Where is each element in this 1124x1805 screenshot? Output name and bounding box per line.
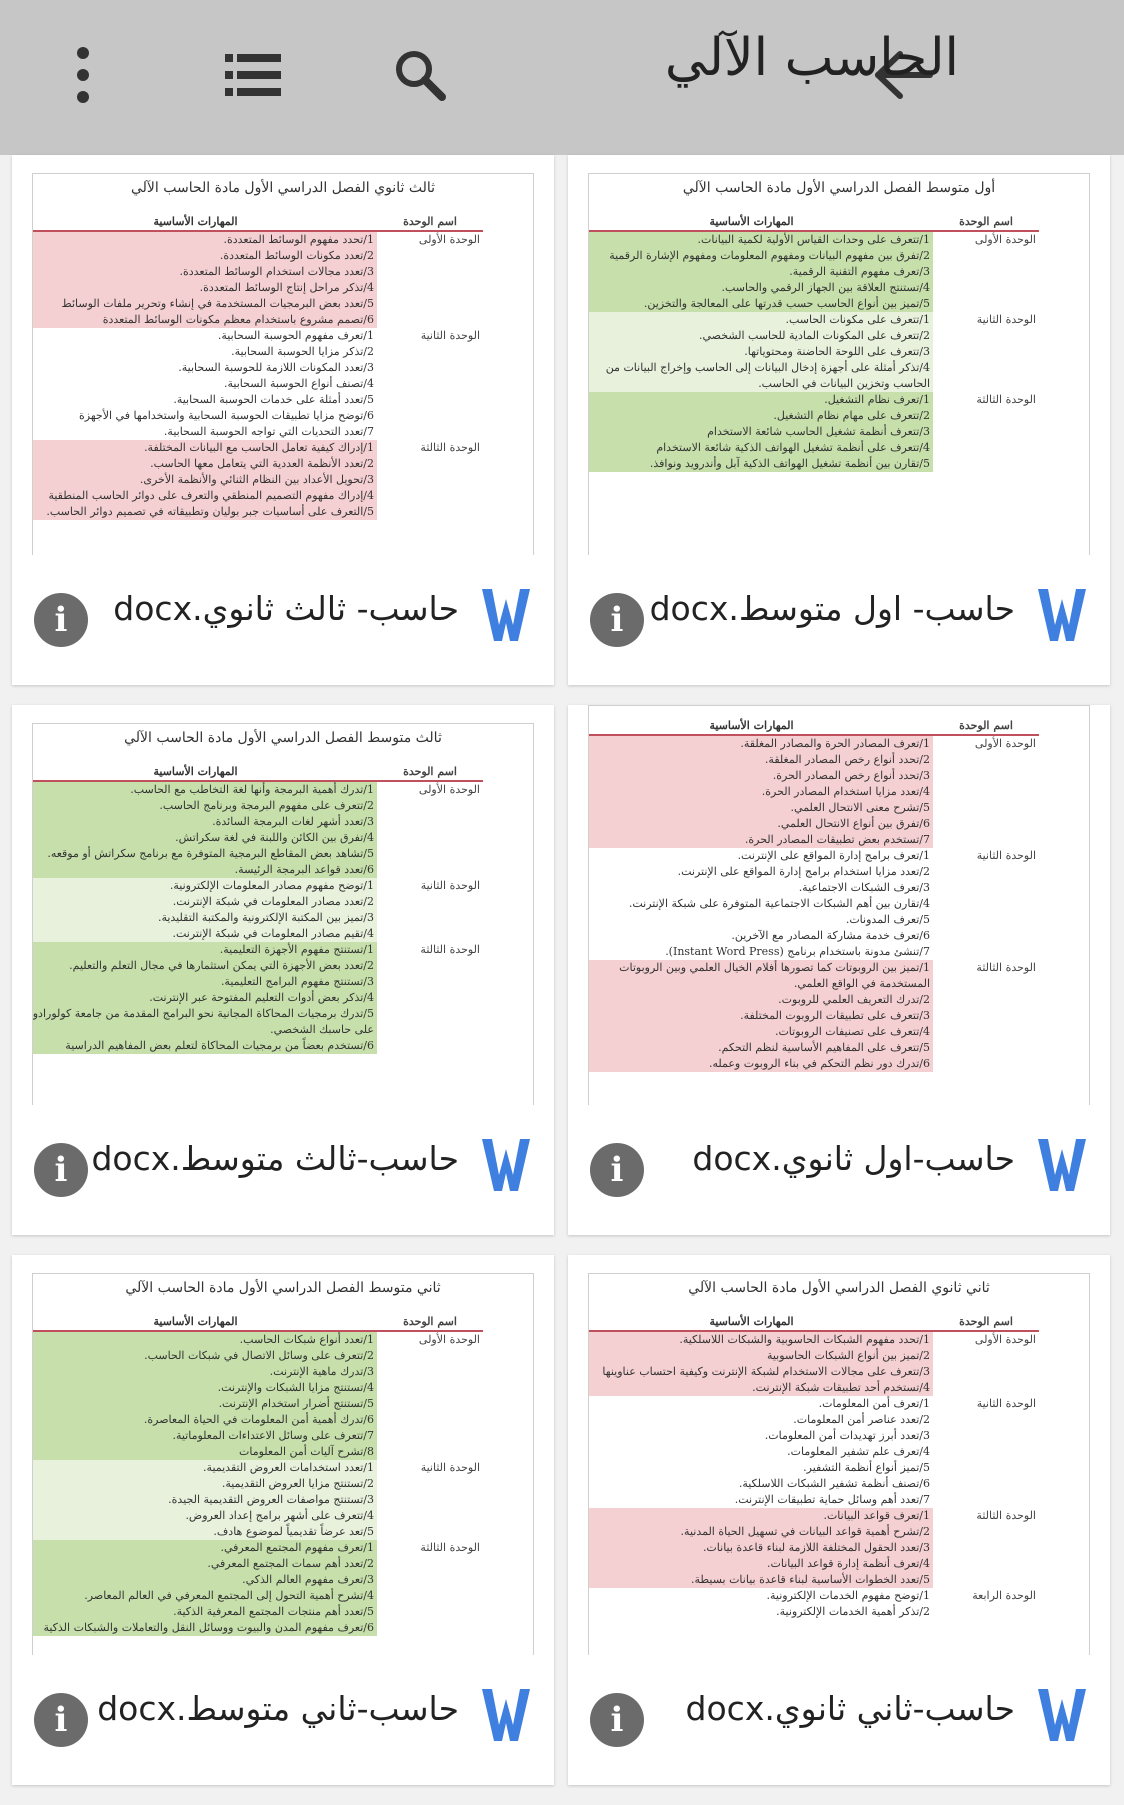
skill-line: 5/التعرف على أساسيات جبر بوليان وتطبيقاته في تصميم دوائر الحاسب. — [46, 505, 374, 518]
document-thumbnail[interactable] — [568, 705, 1110, 1105]
file-caption — [568, 1655, 1110, 1785]
file-name[interactable]: حاسب-ثاني متوسط.docx — [97, 1689, 459, 1728]
skill-line: 6/تعرف خدمة مشاركة المصادر مع الآخرين. — [731, 929, 930, 942]
document-title: أول متوسط الفصل الدراسي الأول مادة الحاسب الآلي — [682, 180, 996, 196]
table-row — [588, 1588, 1039, 1620]
unit-name: الوحدة الثالثة — [976, 393, 1036, 406]
skill-line: 1/تعرف المصادر الحرة والمصادر المغلقة. — [740, 737, 930, 750]
skills-table — [588, 718, 1039, 1072]
skills-table — [32, 214, 483, 520]
file-card[interactable] — [12, 155, 554, 685]
skill-line: 4/تستخدم أحد تطبيقات شبكة الإنترنت. — [752, 1381, 930, 1394]
table-row — [32, 1331, 483, 1460]
word-doc-icon — [480, 1687, 532, 1743]
skills-cell — [32, 1331, 377, 1460]
file-card[interactable] — [12, 1255, 554, 1785]
list-view-button[interactable] — [218, 40, 288, 110]
skill-line: 2/تشرح أهمية قواعد البيانات في تسهيل الحياة المدنية. — [680, 1525, 930, 1538]
skill-line: 5/تعدد أهم منتجات المجتمع المعرفية الذكية. — [173, 1605, 374, 1618]
skill-line: 5/تميز بين أنواع الحاسب حسب قدرتها على المعالجة والتخزين. — [643, 297, 930, 310]
table-row — [588, 960, 1039, 1072]
skill-line: 4/تقارن بين أهم الشبكات الاجتماعية المتوفرة على شبكة الإنترنت. — [628, 897, 930, 910]
word-doc-icon — [1036, 587, 1088, 643]
document-page — [32, 1273, 534, 1655]
skill-line: 4/تتعرف على تصنيفات الروبوتات. — [774, 1025, 930, 1038]
info-icon[interactable]: i — [34, 593, 88, 647]
skill-line: 2/تذكر أهمية الخدمات الإلكترونية. — [776, 1605, 930, 1618]
info-icon[interactable]: i — [590, 593, 644, 647]
skill-line: 3/تستنتج مفهوم البرامج التعليمية. — [220, 975, 374, 988]
skill-line: 4/تذكر مراحل إنتاج الوسائط المتعددة. — [199, 281, 374, 294]
unit-name: الوحدة الثالثة — [976, 961, 1036, 974]
column-header-unit: اسم الوحدة — [377, 214, 483, 231]
table-row — [588, 1396, 1039, 1508]
skills-cell — [588, 231, 933, 312]
skills-table — [588, 1314, 1039, 1620]
document-thumbnail[interactable] — [12, 1255, 554, 1655]
column-header-unit: اسم الوحدة — [933, 1314, 1039, 1331]
skill-line: 1/توضح مفهوم مصادر المعلومات الإلكترونية. — [169, 879, 374, 892]
skills-cell — [588, 1588, 933, 1620]
more-options-button[interactable] — [48, 40, 118, 110]
unit-name: الوحدة الثالثة — [420, 943, 480, 956]
skills-cell — [32, 1540, 377, 1636]
skill-line: 1/تعرف قواعد البيانات. — [823, 1509, 930, 1522]
skill-line: 4/تتعرف على أشهر برامج إعداد العروض. — [185, 1509, 374, 1522]
skill-line: 7/تتعرف على وسائل الاعتداءات المعلوماتية. — [172, 1429, 374, 1442]
skills-cell — [32, 781, 377, 878]
search-icon — [390, 45, 450, 105]
info-icon[interactable]: i — [34, 1693, 88, 1747]
file-caption — [12, 1655, 554, 1785]
skill-line: 3/تعرف الشبكات الاجتماعية. — [798, 881, 930, 894]
skill-line: 7/تنشئ مدونة باستخدام برنامج (Instant Word Press). — [665, 945, 930, 958]
skills-cell — [588, 735, 933, 848]
skill-line: 3/تعرف مفهوم العالم الذكي. — [242, 1573, 374, 1586]
document-title: ثاني متوسط الفصل الدراسي الأول مادة الحاسب الآلي — [125, 1280, 441, 1296]
file-name[interactable]: حاسب- ثالث ثانوي.docx — [113, 589, 459, 628]
table-row — [32, 231, 483, 328]
skill-line: 4/تشرح أهمية التحول إلى المجتمع المعرفي في العالم المعاصر. — [84, 1589, 374, 1602]
skills-cell — [588, 1331, 933, 1396]
skill-line: المستخدمة في الواقع العلمي. — [793, 977, 930, 990]
table-row — [588, 392, 1039, 472]
skill-line: 4/تصنف أنواع الحوسبة السحابية. — [224, 377, 374, 390]
unit-name: الوحدة الأولى — [418, 233, 480, 246]
skill-line: 4/تعدد مزايا استخدام المصادر الحرة. — [761, 785, 930, 798]
column-header-skills: المهارات الأساسية — [32, 764, 377, 781]
skills-table — [588, 214, 1039, 472]
file-card[interactable] — [568, 705, 1110, 1235]
file-caption — [568, 555, 1110, 685]
skills-cell — [32, 942, 377, 1054]
skills-cell — [588, 1396, 933, 1508]
file-caption — [568, 1105, 1110, 1235]
skill-line: 2/تتعرف على مهام نظام التشغيل. — [773, 409, 930, 422]
column-header-unit: اسم الوحدة — [377, 764, 483, 781]
skill-line: 5/تقارن بين أنظمة تشغيل الهواتف الذكية آبل وأندرويد ونوافذ. — [649, 457, 930, 470]
skill-line: 5/تعرف المدونات. — [845, 913, 930, 926]
skill-line: 1/تميز بين الروبوتات كما تصورها أفلام الخيال العلمي وبين الروبوتات — [619, 961, 930, 974]
word-doc-icon — [480, 587, 532, 643]
skills-cell — [588, 1508, 933, 1588]
skill-line: 5/تعدد أمثلة على خدمات الحوسبة السحابية. — [173, 393, 374, 406]
skill-line: 6/تفرق بين أنواع الانتحال العلمي. — [777, 817, 930, 830]
skill-line: 5/تشاهد بعض المقاطع البرمجية المتوفرة مع برنامج سكراتش أو موقعه. — [47, 847, 374, 860]
skill-line: 5/تعد عرضاً تقديمياً لموضوع هادف. — [213, 1525, 374, 1538]
file-name[interactable]: حاسب-ثاني ثانوي.docx — [685, 1689, 1015, 1728]
skill-line: 2/تعدد مزايا استخدام برامج إدارة المواقع على الإنترنت. — [677, 865, 930, 878]
skill-line: 3/تعدد الحقول المختلفة اللازمة لبناء قاعدة بيانات. — [702, 1541, 930, 1554]
skill-line: 6/تستخدم بعضاً من برمجيات المحاكاة لتعلم بعض المفاهيم الدراسية — [65, 1039, 374, 1052]
skill-line: 4/تقيم مصادر المعلومات في شبكة الإنترنت. — [172, 927, 374, 940]
file-card[interactable] — [568, 155, 1110, 685]
skill-line: 5/تعدد الخطوات الأساسية لبناء قاعدة بيانات بسيطة. — [690, 1573, 930, 1586]
word-doc-icon — [1036, 1687, 1088, 1743]
file-caption — [12, 1105, 554, 1235]
skill-line: 3/تميز بين المكتبة الإلكترونية والمكتبة التقليدية. — [157, 911, 374, 924]
skill-line: 7/تعدد التحديات التي تواجه الحوسبة السحابية. — [163, 425, 374, 438]
skill-line: الحاسب وتخزين البيانات في الحاسب. — [758, 377, 930, 390]
info-icon[interactable]: i — [34, 1143, 88, 1197]
skills-cell — [32, 878, 377, 942]
table-row — [588, 1331, 1039, 1396]
column-header-skills: المهارات الأساسية — [32, 1314, 377, 1331]
skill-line: 3/تحدد أنواع رخص المصادر الحرة. — [772, 769, 930, 782]
skill-line: 5/تتعرف على المفاهيم الأساسية لنظم التحكم. — [718, 1041, 930, 1054]
unit-name: الوحدة الثانية — [976, 849, 1036, 862]
column-header-unit: اسم الوحدة — [377, 1314, 483, 1331]
skill-line: 1/تحدد مفهوم الشبكات الحاسوبية والشبكات اللاسلكية. — [679, 1333, 930, 1346]
document-thumbnail[interactable] — [12, 155, 554, 555]
skill-line: 3/تتعرف أنظمة تشغيل الحاسب شائعة الاستخدام — [707, 425, 930, 438]
skill-line: 1/تعرف أمن المعلومات. — [818, 1397, 930, 1410]
document-thumbnail[interactable] — [568, 1255, 1110, 1655]
file-card[interactable] — [568, 1255, 1110, 1785]
file-card[interactable] — [12, 705, 554, 1235]
unit-name: الوحدة الثالثة — [976, 1509, 1036, 1522]
skill-line: 6/تدرك أهمية أمن المعلومات في الحياة المعاصرة. — [143, 1413, 374, 1426]
skills-cell — [32, 231, 377, 328]
skill-line: 3/تحويل الأعداد بين النظام الثنائي والأنظمة الأخرى. — [139, 473, 374, 486]
skill-line: 3/تتعرف على مجالات الاستخدام لشبكة الإنترنت وكيفية احتساب عناوينها — [602, 1365, 930, 1378]
skill-line: 1/تعدد استخدامات العروض التقديمية. — [203, 1461, 374, 1474]
skills-cell — [588, 960, 933, 1072]
column-header-skills: المهارات الأساسية — [588, 1314, 933, 1331]
skill-line: 4/تعرف أنظمة إدارة قواعد البيانات. — [766, 1557, 930, 1570]
document-page — [32, 723, 534, 1105]
skill-line: 4/تستنتج العلاقة بين الجهاز الرقمي والحاسب. — [721, 281, 930, 294]
skill-line: 6/تعدد قواعد البرمجة الرئيسة. — [234, 863, 374, 876]
unit-name: الوحدة الثالثة — [420, 1541, 480, 1554]
column-header-skills: المهارات الأساسية — [588, 214, 933, 231]
skill-line: 2/تحدد أنواع رخص المصادر المغلقة. — [764, 753, 930, 766]
unit-name: الوحدة الرابعة — [972, 1589, 1036, 1602]
document-page — [588, 173, 1090, 555]
skills-cell — [588, 848, 933, 960]
skills-cell — [32, 1460, 377, 1540]
skill-line: 2/تميز بين أنواع الشبكات الحاسوبية — [766, 1349, 930, 1362]
skill-line: 2/تعدد مكونات الوسائط المتعددة. — [219, 249, 374, 262]
skill-line: 6/توضح مزايا تطبيقات الحوسبة السحابية واستخدامها في الأجهزة — [79, 409, 374, 422]
app-bar — [0, 0, 1124, 155]
table-row — [588, 312, 1039, 392]
skill-line: 5/تعدد بعض البرمجيات المستخدمة في إنشاء وتحرير ملفات الوسائط — [61, 297, 374, 310]
column-header-unit: اسم الوحدة — [933, 214, 1039, 231]
word-doc-icon — [480, 1137, 532, 1193]
skill-line: 1/تتعرف على مكونات الحاسب. — [785, 313, 930, 326]
unit-name: الوحدة الأولى — [418, 1333, 480, 1346]
skill-line: 1/تدرك أهمية البرمجة وأنها لغة التخاطب مع الحاسب. — [130, 783, 374, 796]
skill-line: 2/تتعرف على وسائل الاتصال في شبكات الحاسب. — [144, 1349, 374, 1362]
skill-line: 6/تصنف أنظمة تشفير الشبكات اللاسلكية. — [738, 1477, 930, 1490]
unit-name: الوحدة الثانية — [420, 329, 480, 342]
skill-line: 6/تدرك دور نظم التحكم في بناء الروبوت وعمله. — [708, 1057, 930, 1070]
skill-line: 2/تفرق بين مفهوم البيانات ومفهوم المعلومات ومفهوم الإشارة الرقمية — [609, 249, 930, 262]
skill-line: 1/تستنتج مفهوم الأجهزة التعليمية. — [219, 943, 374, 956]
unit-name: الوحدة الأولى — [974, 1333, 1036, 1346]
table-row — [32, 781, 483, 878]
table-row — [588, 735, 1039, 848]
unit-name: الوحدة الثانية — [976, 1397, 1036, 1410]
skill-line: 4/تذكر بعض أدوات التعليم المفتوحة عبر الإنترنت. — [149, 991, 374, 1004]
skill-line: 3/تعدد مجالات استخدام الوسائط المتعددة. — [179, 265, 374, 278]
skill-line: 3/تعرف مفهوم التقنية الرقمية. — [789, 265, 930, 278]
table-row — [32, 878, 483, 942]
table-row — [588, 231, 1039, 312]
skill-line: 4/تتعرف على أنظمة تشغيل الهواتف الذكية شائعة الاستخدام — [656, 441, 930, 454]
table-row — [32, 328, 483, 440]
skill-line: 3/تعدد أشهر لغات البرمجة السائدة. — [212, 815, 374, 828]
page-title: الحاسب الآلي — [664, 28, 959, 88]
skill-line: 3/تعدد أبرز تهديدات أمن المعلومات. — [764, 1429, 930, 1442]
column-header-unit: اسم الوحدة — [933, 718, 1039, 735]
skill-line: 3/تتعرف على تطبيقات الروبوت المختلفة. — [740, 1009, 930, 1022]
skill-line: 3/تستنتج مواصفات العروض التقديمية الجيدة. — [168, 1493, 374, 1506]
skill-line: 7/تعدد أهم وسائل حماية تطبيقات الإنترنت. — [734, 1493, 930, 1506]
document-thumbnail[interactable] — [12, 705, 554, 1105]
skill-line: 3/تعدد المكونات اللازمة للحوسبة السحابية. — [178, 361, 374, 374]
skill-line: 4/إدراك مفهوم التصميم المنطقي والتعرف على دوائر الحاسب المنطقية — [48, 489, 374, 502]
search-button[interactable] — [385, 40, 455, 110]
skill-line: 2/تتعرف على مفهوم البرمجة وبرنامج الحاسب. — [159, 799, 374, 812]
skill-line: على حاسبك الشخصي. — [270, 1023, 374, 1036]
table-row — [588, 848, 1039, 960]
skill-line: 6/تصمم مشروع باستخدام معظم مكونات الوسائط المتعددة — [102, 313, 374, 326]
list-view-icon — [223, 50, 283, 100]
skills-cell — [32, 328, 377, 440]
skill-line: 3/تدرك ماهية الإنترنت. — [269, 1365, 374, 1378]
skill-line: 4/تذكر أمثلة على أجهزة إدخال البيانات إلى الحاسب وإخراج البيانات من — [605, 361, 930, 374]
document-page — [588, 1273, 1090, 1655]
column-header-skills: المهارات الأساسية — [588, 718, 933, 735]
skill-line: 3/تتعرف على اللوحة الحاضنة ومحتوياتها. — [744, 345, 930, 358]
skill-line: 1/تعرف مفهوم الحوسبة السحابية. — [217, 329, 374, 342]
skill-line: 5/تدرك برمجيات المحاكاة المجانية نحو البرامج المقدمة من جامعة كولورادو — [32, 1007, 374, 1020]
skill-line: 1/تحدد مفهوم الوسائط المتعددة. — [223, 233, 374, 246]
file-name[interactable]: حاسب-ثالث متوسط.docx — [91, 1139, 459, 1178]
file-name[interactable]: حاسب- اول متوسط.docx — [649, 589, 1015, 628]
document-title: ثاني ثانوي الفصل الدراسي الأول مادة الحاسب الآلي — [688, 1280, 990, 1296]
skill-line: 2/تعدد مصادر المعلومات في شبكة الإنترنت. — [172, 895, 374, 908]
skill-line: 4/تفرق بين الكائن واللبنة في لغة سكراتش. — [175, 831, 374, 844]
skill-line: 1/تعرف برامج إدارة المواقع على الإنترنت. — [737, 849, 930, 862]
skill-line: 1/تتعرف على وحدات القياس الأولية لكمية البيانات. — [697, 233, 930, 246]
more-vert-icon — [73, 45, 93, 105]
info-icon[interactable]: i — [590, 1143, 644, 1197]
file-name[interactable]: حاسب-اول ثانوي.docx — [692, 1139, 1015, 1178]
table-row — [32, 1460, 483, 1540]
skill-line: 1/تعرف مفهوم المجتمع المعرفي. — [220, 1541, 374, 1554]
skill-line: 1/تعرف نظام التشغيل. — [824, 393, 930, 406]
table-row — [32, 1540, 483, 1636]
skills-cell — [32, 440, 377, 520]
skill-line: 5/تميز أنواع أنظمة التشفير. — [803, 1461, 930, 1474]
word-doc-icon — [1036, 1137, 1088, 1193]
unit-name: الوحدة الثانية — [420, 1461, 480, 1474]
info-icon[interactable]: i — [590, 1693, 644, 1747]
unit-name: الوحدة الأولى — [974, 737, 1036, 750]
table-row — [32, 942, 483, 1054]
skill-line: 6/تعرف مفهوم المدن والبيوت ووسائل النقل والتعاملات والشبكات الذكية — [43, 1621, 374, 1634]
skill-line: 2/تعدد عناصر أمن المعلومات. — [793, 1413, 930, 1426]
skill-line: 5/تستنتج أضرار استخدام الإنترنت. — [218, 1397, 374, 1410]
skill-line: 2/تعدد أهم سمات المجتمع المعرفي. — [207, 1557, 374, 1570]
skill-line: 5/تشرح معنى الانتحال العلمي. — [790, 801, 930, 814]
column-header-skills: المهارات الأساسية — [32, 214, 377, 231]
skill-line: 4/تستنتج مزايا الشبكات والإنترنت. — [217, 1381, 374, 1394]
skill-line: 2/تتعرف على المكونات المادية للحاسب الشخصي. — [699, 329, 930, 342]
skill-line: 4/تعرف علم تشفير المعلومات. — [787, 1445, 930, 1458]
unit-name: الوحدة الأولى — [418, 783, 480, 796]
skill-line: 2/تدرك التعريف العلمي للروبوت. — [778, 993, 930, 1006]
skills-cell — [588, 392, 933, 472]
skills-table — [32, 764, 483, 1054]
unit-name: الوحدة الثانية — [420, 879, 480, 892]
skill-line: 2/تذكر مزايا الحوسبة السحابية. — [231, 345, 374, 358]
skill-line: 2/تعدد الأنظمة العددية التي يتعامل معها الحاسب. — [150, 457, 374, 470]
document-title: ثالث ثانوي الفصل الدراسي الأول مادة الحاسب الآلي — [131, 180, 435, 196]
unit-name: الوحدة الثانية — [976, 313, 1036, 326]
skill-line: 2/تعدد بعض الأجهزة التي يمكن استثمارها في مجال التعلم والتعليم. — [69, 959, 374, 972]
document-title: ثالث متوسط الفصل الدراسي الأول مادة الحاسب الآلي — [124, 730, 442, 746]
document-thumbnail[interactable] — [568, 155, 1110, 555]
file-caption — [12, 555, 554, 685]
skills-table — [32, 1314, 483, 1636]
skill-line: 8/تشرح آليات أمن المعلومات — [239, 1445, 374, 1458]
table-row — [588, 1508, 1039, 1588]
skill-line: 2/تستنتج مزايا العروض التقديمية. — [221, 1477, 374, 1490]
skill-line: 1/تعدد أنواع شبكات الحاسب. — [239, 1333, 374, 1346]
document-page — [588, 705, 1090, 1105]
skill-line: 1/توضح مفهوم الخدمات الإلكترونية. — [766, 1589, 930, 1602]
unit-name: الوحدة الثالثة — [420, 441, 480, 454]
skills-cell — [588, 312, 933, 392]
table-row — [32, 440, 483, 520]
document-page — [32, 173, 534, 555]
unit-name: الوحدة الأولى — [974, 233, 1036, 246]
skill-line: 1/إدراك كيفية تعامل الحاسب مع البيانات المختلفة. — [144, 441, 374, 454]
skill-line: 7/تستخدم بعض تطبيقات المصادر الحرة. — [744, 833, 930, 846]
